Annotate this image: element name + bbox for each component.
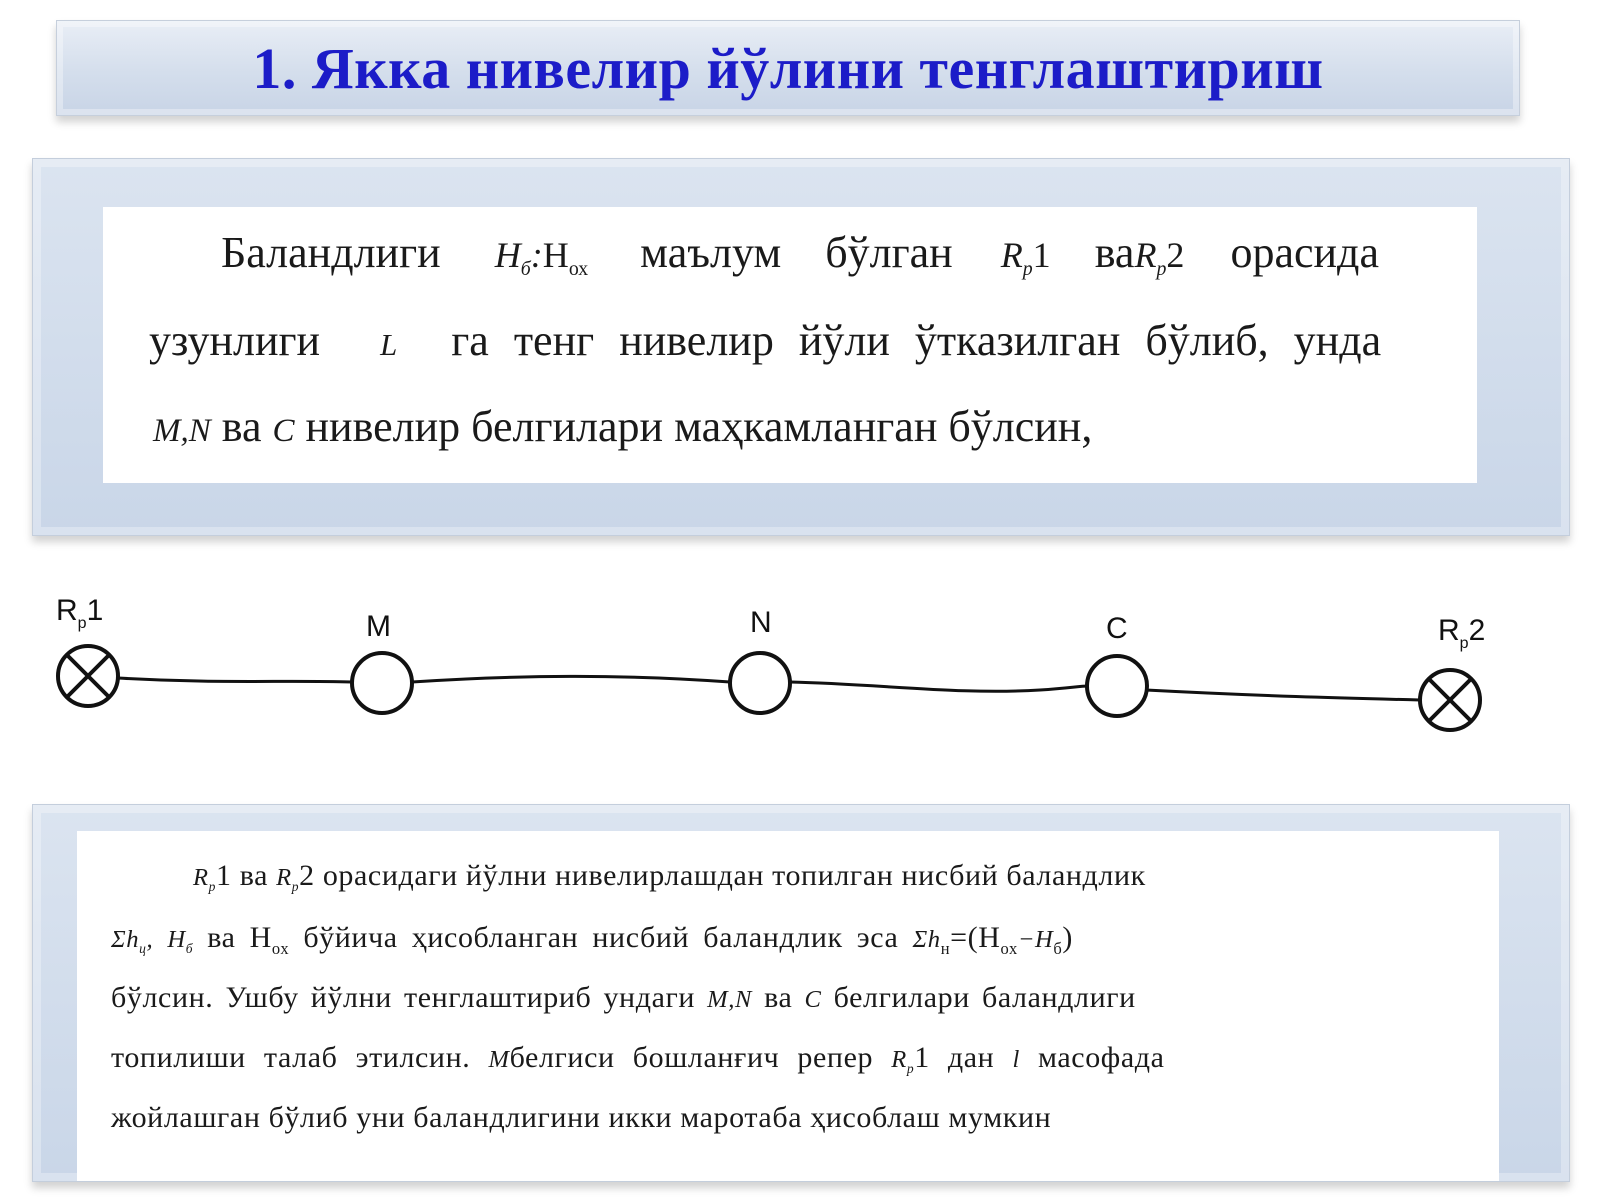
intro-word: бўлиб, — [1145, 316, 1269, 365]
body-word: ва — [239, 859, 268, 892]
intro-word: ва — [1094, 228, 1135, 277]
body-line-1: $R_p1$ ва $R_p2$ орасидаги йўлни нивелирлашдан топилган нисбий баландлик — [193, 859, 1146, 894]
math-hb: $H_б$ — [167, 926, 194, 956]
intro-word: Баландлиги — [221, 228, 441, 277]
body-words: бўйича ҳисобланган нисбий баландлик эса — [303, 921, 899, 954]
intro-word: ва — [221, 402, 262, 451]
levelling-route-diagram — [0, 590, 1600, 770]
body-word: масофада — [1038, 1041, 1165, 1074]
intro-word: унда — [1293, 316, 1382, 365]
body-line-3 — [111, 983, 1136, 1013]
intro-word: узунлиги — [149, 316, 321, 365]
math-mn: M,N — [153, 413, 211, 449]
intro-word: йўли — [798, 316, 890, 365]
mark-symbol — [730, 653, 790, 713]
math-m: M — [488, 1046, 510, 1073]
body-words: бўлсин. Ушбу йўлни тенглаштириб ундаги — [111, 981, 696, 1014]
math-rp2: $R_p$ — [1134, 235, 1167, 281]
intro-word: тенг — [513, 316, 595, 365]
mark-symbol — [352, 653, 412, 713]
benchmark-rp1 — [56, 594, 118, 706]
intro-panel — [32, 158, 1570, 536]
intro-line-3 — [153, 402, 1093, 451]
intro-word: маълум — [640, 228, 782, 277]
math-hox: $H_{ох}$ — [249, 921, 290, 958]
body-words: белгилари баландлиги — [833, 981, 1136, 1014]
benchmark-label: $R_p2$ — [1438, 614, 1486, 652]
math-rp1: $R_p$ — [891, 1046, 915, 1076]
mark-c — [1087, 612, 1147, 716]
benchmark-rp2 — [1420, 614, 1485, 730]
mark-label: M — [366, 610, 391, 643]
benchmark-label: $R_p1$ — [56, 594, 104, 632]
math-sum-hc: $\Sigma h_ц$, — [111, 926, 154, 956]
body-word: ва — [207, 921, 236, 954]
body-line-2 — [111, 923, 1073, 958]
intro-text-box — [103, 207, 1477, 483]
intro-word: га — [451, 316, 489, 365]
math-h-ox: $H_{ох}$ — [542, 235, 589, 281]
body-words: жойлашган бўлиб уни баландлигини икки маротаба ҳисоблаш мумкин — [111, 1101, 1052, 1134]
mark-label: N — [750, 606, 772, 639]
intro-word: орасида — [1230, 228, 1379, 277]
body-words: белгиси бошланғич репер — [509, 1041, 874, 1074]
math-rp1-num: 1 — [1032, 235, 1051, 275]
intro-line-2 — [149, 316, 1382, 365]
math-rp1: $R_p$ — [1000, 235, 1033, 281]
mark-n — [730, 606, 790, 713]
title-banner — [56, 20, 1520, 116]
body-words: орасидаги йўлни нивелирлашдан топилган нисбий баландлик — [322, 859, 1146, 892]
body-text-box — [77, 831, 1499, 1181]
intro-word: нивелир белгилари маҳкамланган бўлсин, — [305, 402, 1093, 451]
body-word: ва — [764, 981, 793, 1014]
math-c: C — [804, 986, 822, 1013]
math-rp1: $R_p$ — [193, 864, 216, 894]
mark-m — [352, 610, 412, 713]
body-line-4: топилиши талаб этилсин. Mбелгиси бошланғич репер $R_p1$ дан l масофада — [111, 1041, 1165, 1076]
mark-label: C — [1106, 612, 1128, 645]
math-mn: M,N — [707, 986, 752, 1013]
math-rp2-num: 2 — [1166, 235, 1185, 275]
math-c: C — [272, 413, 295, 449]
page-title: 1. Якка нивелир йўлини тенглаштириш — [252, 35, 1324, 101]
body-words: топилиши талаб этилсин. — [111, 1041, 471, 1074]
math-h-b: $H_б$: — [494, 235, 543, 281]
intro-line-1 — [221, 228, 1379, 281]
mark-symbol — [1087, 656, 1147, 716]
intro-word: бўлган — [825, 228, 953, 277]
body-panel — [32, 804, 1570, 1182]
math-rp2: $R_p$ — [276, 864, 300, 894]
body-line-5 — [111, 1103, 1051, 1133]
intro-word: ўтказилган — [914, 316, 1121, 365]
math-l: L — [380, 328, 398, 362]
math-l: l — [1012, 1046, 1020, 1073]
intro-word: нивелир — [619, 316, 774, 365]
math-sum-hn-formula: $\Sigma h_н=(H_{ох}-H_б)$ — [912, 921, 1073, 958]
body-word: дан — [947, 1041, 995, 1074]
